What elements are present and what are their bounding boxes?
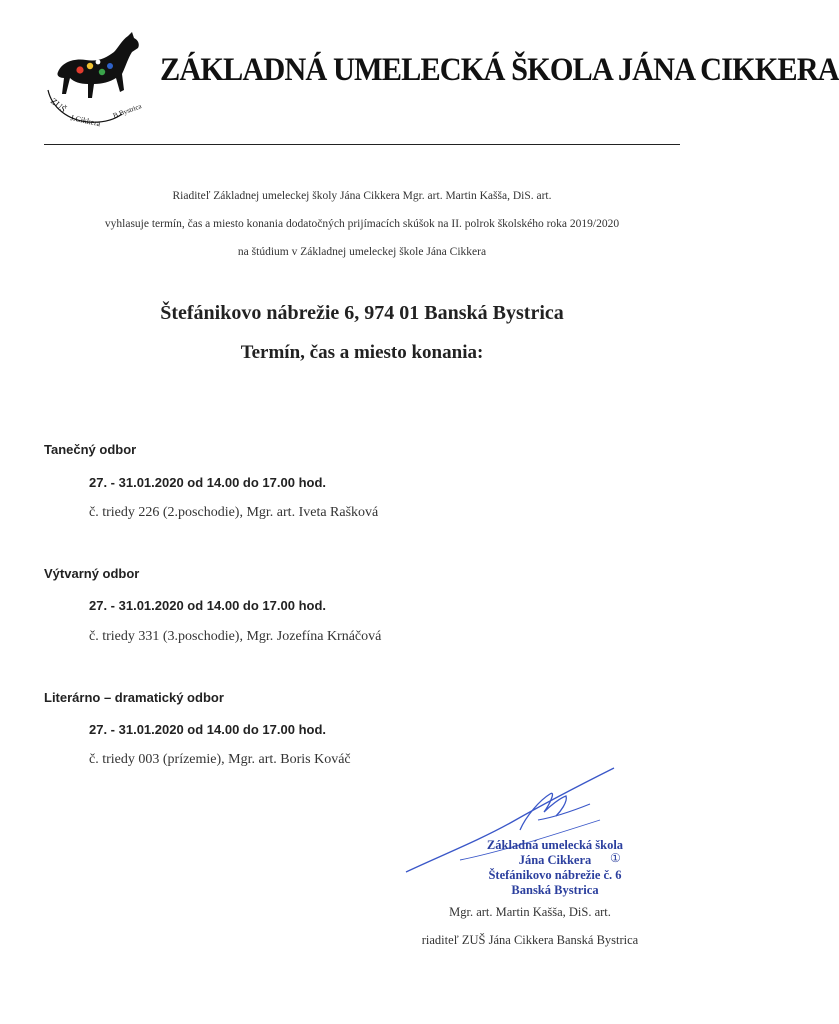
- intro-line-2: vyhlasuje termín, čas a miesto konania dodatočných prijímacích skúšok na II. polrok školského roka 2019/2020: [104, 218, 620, 230]
- stamp-line-2: Jána Cikkera: [518, 853, 592, 867]
- intro-line-1: Riaditeľ Základnej umeleckej školy Jána Cikkera Mgr. art. Martin Kašša, DiS. art.: [172, 190, 552, 202]
- signer-name: Mgr. art. Martin Kašša, DiS. art.: [449, 905, 611, 919]
- svg-text:ZUŠ: ZUŠ: [48, 95, 69, 115]
- department-title: Tanečný odbor: [44, 442, 137, 457]
- school-logo: [44, 28, 156, 128]
- stamp-line-3: Štefánikovo nábrežie č. 6: [488, 868, 622, 882]
- stamp-number-mark: ①: [610, 851, 621, 865]
- department-date: 27. - 31.01.2020 od 14.00 do 17.00 hod.: [89, 598, 327, 613]
- department-room: č. triedy 003 (prízemie), Mgr. art. Boris Kováč: [89, 752, 351, 767]
- department-room: č. triedy 226 (2.poschodie), Mgr. art. Iveta Rašková: [89, 505, 379, 520]
- department-date: 27. - 31.01.2020 od 14.00 do 17.00 hod.: [89, 722, 327, 737]
- department-title: Výtvarný odbor: [44, 566, 140, 581]
- stamp-line-4: Banská Bystrica: [511, 883, 599, 897]
- svg-text:B.Bystrica: B.Bystrica: [111, 102, 143, 120]
- intro-line-3: na štúdium v Základnej umeleckej škole Jána Cikkera: [237, 246, 487, 258]
- school-name: ZÁKLADNÁ UMELECKÁ ŠKOLA JÁNA CIKKERA: [160, 52, 839, 88]
- header-divider: [44, 144, 680, 145]
- signer-role: riaditeľ ZUŠ Jána Cikkera Banská Bystrica: [421, 933, 639, 947]
- department-date: 27. - 31.01.2020 od 14.00 do 17.00 hod.: [89, 475, 327, 490]
- horse-logo-icon: [44, 28, 156, 128]
- department-room: č. triedy 331 (3.poschodie), Mgr. Jozefína Krnáčová: [89, 629, 382, 644]
- svg-text:J.Cikkera: J.Cikkera: [69, 113, 102, 129]
- school-address: Štefánikovo nábrežie 6, 974 01 Banská Bystrica: [160, 302, 564, 324]
- official-stamp: [470, 838, 640, 898]
- department-title: Literárno – dramatický odbor: [44, 690, 224, 705]
- section-heading: Termín, čas a miesto konania:: [240, 342, 484, 363]
- stamp-line-1: Základná umelecká škola: [486, 838, 624, 852]
